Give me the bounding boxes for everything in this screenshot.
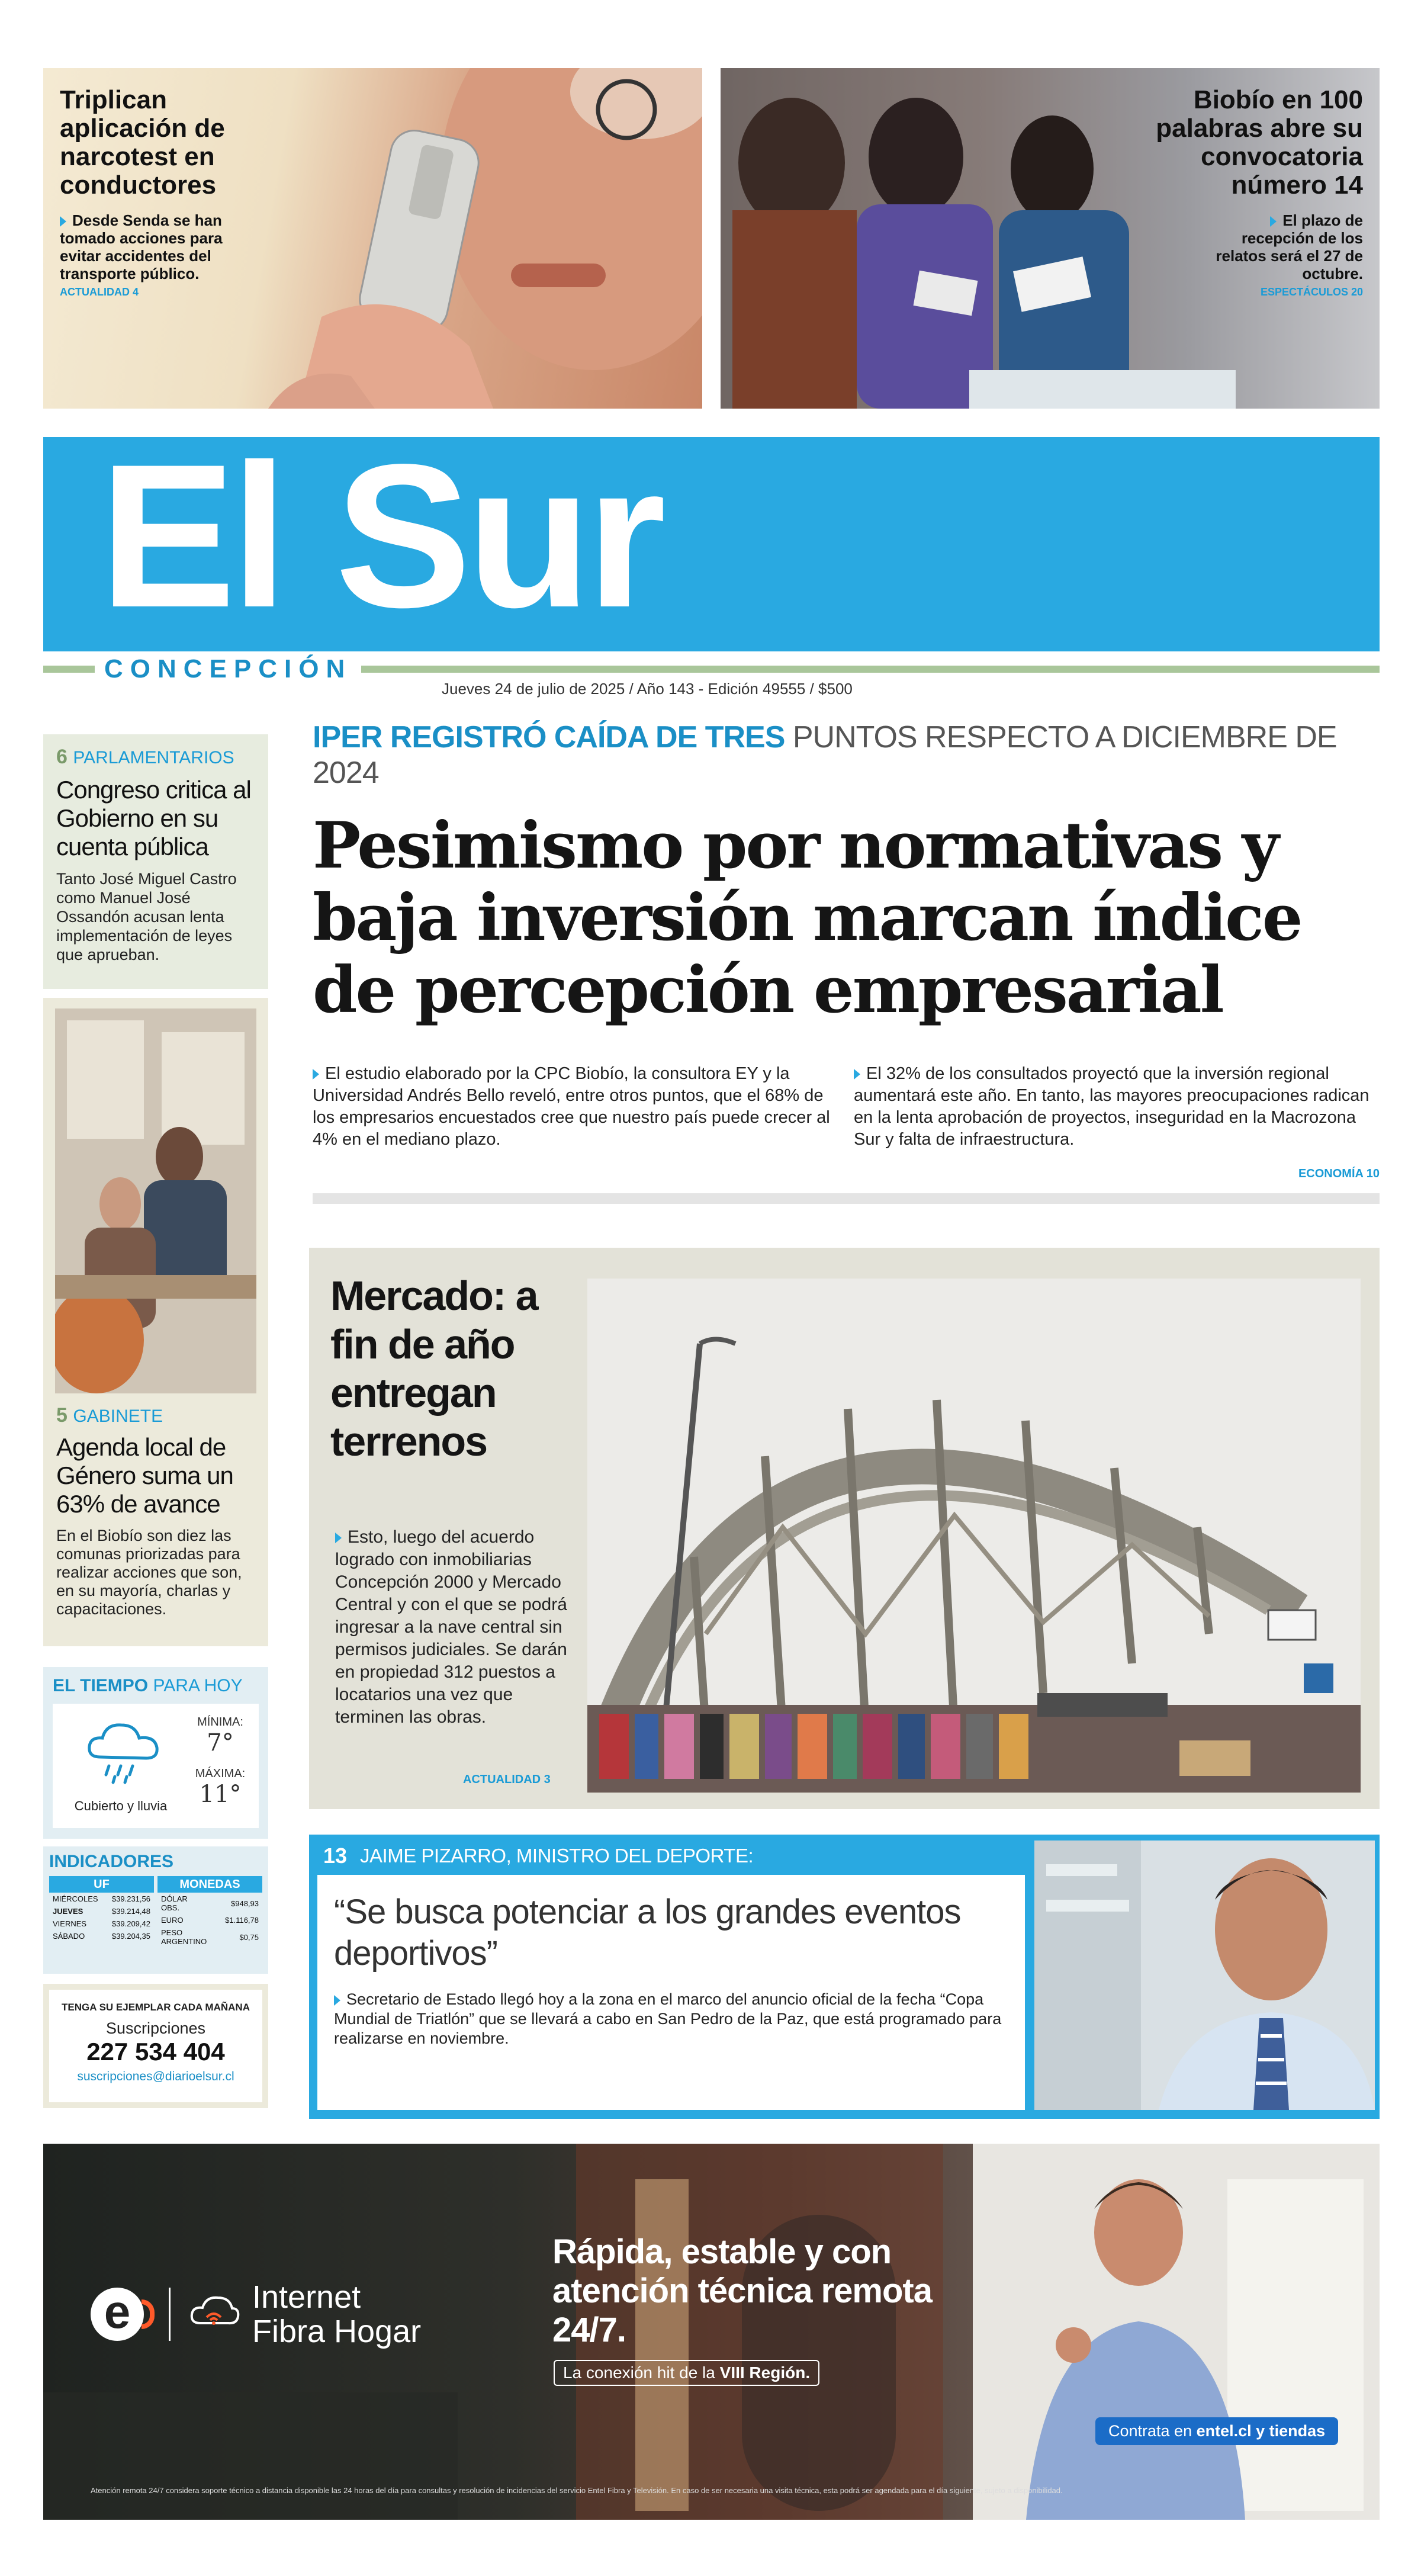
gabinete-headline: Agenda local de Género suma un 63% de avance	[56, 1433, 233, 1518]
top-right-headline: Biobío en 100 palabras abre su convocatoria número 14	[1156, 85, 1363, 200]
ad-product-line1: Internet	[252, 2279, 361, 2315]
top-right-summary: El plazo de recepción de los relatos será el 27 de octubre.	[1216, 211, 1363, 282]
subscription-box[interactable]	[43, 1984, 268, 2108]
minister-portrait	[1034, 1841, 1375, 2110]
gabinete-section: GABINETE	[73, 1406, 163, 1426]
currency-row: PESO ARGENTINO $0,75	[161, 1928, 259, 1946]
ad-product-line2: Fibra Hogar	[252, 2314, 422, 2349]
top-left-section[interactable]: ACTUALIDAD 4	[60, 286, 139, 298]
cloud-rain-icon	[82, 1716, 171, 1787]
gabinete-photo	[55, 1008, 256, 1393]
weather-condition: Cubierto y lluvia	[74, 1798, 168, 1813]
uf-row: JUEVES $39.214,48	[53, 1907, 150, 1916]
interview-quote: “Se busca potenciar a los grandes eventos deportivos”	[334, 1893, 961, 1973]
weather-min-label: MÍNIMA:	[197, 1716, 243, 1729]
weather-min-value: 7°	[207, 1729, 234, 1756]
bullet-arrow-icon	[854, 1069, 860, 1080]
gabinete-summary: En el Biobío son diez las comunas priorizadas para realizar acciones que son, en su mayoría, charlas y capacitaciones.	[56, 1527, 242, 1618]
ad-divider	[169, 2288, 171, 2341]
parlamentarios-headline: Congreso critica al Gobierno en su cuenta pública	[56, 776, 251, 860]
parlamentarios-page: 6	[56, 746, 67, 768]
main-headline: Pesimismo por normativas y baja inversión marcan índice de percepción empresarial	[313, 808, 1301, 1027]
parlamentarios-summary: Tanto José Miguel Castro como Manuel José Ossandón acusan lenta implementación de leyes que aprueban.	[56, 870, 237, 963]
main-section[interactable]: ECONOMÍA 10	[1298, 1167, 1380, 1180]
interview-page: 13	[323, 1843, 348, 1868]
indicators-box	[43, 1846, 268, 1974]
interview-story[interactable]	[309, 1835, 1380, 2119]
subscription-line1: TENGA SU EJEMPLAR CADA MAÑANA	[62, 2002, 250, 2013]
router-cloud-icon	[187, 2291, 240, 2338]
entel-logo-icon: e	[91, 2288, 144, 2341]
ad-headline: Rápida, estable y con atención técnica remota 24/7.	[552, 2233, 932, 2349]
main-story-rule	[313, 1193, 1380, 1204]
subscription-phone[interactable]: 227 534 404	[86, 2038, 225, 2066]
weather-box	[43, 1667, 268, 1839]
bullet-arrow-icon	[1270, 216, 1277, 227]
subscription-line2: Suscripciones	[105, 2019, 206, 2037]
dateline: Jueves 24 de julio de 2025 / Año 143 - Edición 49555 / $500	[442, 680, 853, 698]
indicators-title: INDICADORES	[49, 1852, 174, 1871]
bullet-arrow-icon	[60, 216, 66, 227]
currency-row: DÓLAR OBS. $948,93	[161, 1894, 259, 1912]
uf-header: UF	[49, 1876, 154, 1893]
weather-max-label: MÁXIMA:	[195, 1767, 246, 1780]
weather-max-value: 11°	[199, 1781, 242, 1808]
ad-tagline: La conexión hit de la VIII Región.	[554, 2360, 819, 2386]
currency-row: EURO $1.116,78	[161, 1916, 259, 1925]
entel-ad[interactable]	[43, 2144, 1380, 2520]
main-kicker: IPER REGISTRÓ CAÍDA DE TRES PUNTOS RESPECTO A DICIEMBRE DE 2024	[313, 720, 1337, 790]
interview-kicker: JAIME PIZARRO, MINISTRO DEL DEPORTE:	[360, 1845, 754, 1867]
masthead-banner	[43, 422, 1380, 651]
masthead-city: CONCEPCIÓN	[95, 653, 361, 686]
ad-fine-print: Atención remota 24/7 considera soporte técnico a distancia disponible las 24 horas del día para consultas y resolución de incidencias del servicio Entel Fibra y Televisión. En caso de ser necesaria una visita técnica, esta podrá ser agendada para el día siguiente, sujeto a disponibilidad.	[91, 2486, 1063, 2495]
interview-photo	[1034, 1841, 1375, 2110]
top-right-teaser[interactable]	[721, 68, 1380, 409]
mercado-headline: Mercado: a fin de año entregan terrenos	[330, 1273, 538, 1464]
parlamentarios-section: PARLAMENTARIOS	[73, 748, 234, 767]
top-left-headline: Triplican aplicación de narcotest en conductores	[60, 85, 225, 200]
mercado-section[interactable]: ACTUALIDAD 3	[463, 1773, 551, 1786]
top-left-teaser[interactable]	[43, 68, 702, 409]
currency-header: MONEDAS	[157, 1876, 262, 1893]
main-col1: El estudio elaborado por la CPC Biobío, la consultora EY y la Universidad Andrés Bello reveló, entre otros puntos, que el 68% de los empresarios encuestados cree que nuestro país puede crecer al 4% en el mediano plazo.	[313, 1064, 830, 1149]
gabinete-page: 5	[56, 1404, 67, 1427]
mercado-photo	[587, 1279, 1361, 1793]
bullet-arrow-icon	[313, 1069, 319, 1080]
top-left-summary: Desde Senda se han tomado acciones para evitar accidentes del transporte público.	[60, 211, 223, 282]
uf-row: SÁBADO $39.204,35	[53, 1932, 150, 1941]
subscription-email[interactable]: suscripciones@diarioelsur.cl	[77, 2070, 234, 2083]
interview-summary: Secretario de Estado llegó hoy a la zona en el marco del anuncio oficial de la fecha “Copa Mundial de Triatlón” que se llevará a cabo en San Pedro de la Paz, que está programado para realizarse en noviembre.	[334, 1990, 1002, 2047]
sidebar-parlamentarios[interactable]	[43, 734, 268, 989]
main-story[interactable]	[313, 720, 1380, 1214]
meeting-photo	[55, 1008, 256, 1393]
mercado-story[interactable]	[309, 1248, 1380, 1809]
market-arch-photo	[587, 1279, 1361, 1793]
bullet-arrow-icon	[334, 1995, 340, 2006]
weather-subtitle: PARA HOY	[153, 1676, 243, 1695]
bullet-arrow-icon	[335, 1533, 342, 1543]
main-col2: El 32% de los consultados proyectó que la inversión regional aumentará este año. En tanto, las mayores preocupaciones radican en la lenta aprobación de proyectos, inseguridad en la Macrozona Sur y falta de infraestructura.	[854, 1064, 1369, 1149]
ad-cta-button[interactable]: Contrata en entel.cl y tiendas	[1095, 2417, 1338, 2445]
currency-table	[157, 1893, 262, 1948]
uf-table	[49, 1893, 154, 1942]
uf-row: VIERNES $39.209,42	[53, 1919, 150, 1928]
mercado-body: Esto, luego del acuerdo logrado con inmobiliarias Concepción 2000 y Mercado Central y con el que se podrá ingresar a la nave central sin permisos judiciales. Se darán en propiedad 312 puestos a locatarios una vez que terminen las obras.	[335, 1527, 567, 1727]
weather-title: EL TIEMPO	[53, 1676, 149, 1695]
interview-kicker-bar	[317, 1841, 1025, 1871]
top-right-section[interactable]: ESPECTÁCULOS 20	[1260, 286, 1363, 298]
masthead-title[interactable]: El Sur	[99, 422, 661, 650]
uf-row: MIÉRCOLES $39.231,56	[53, 1894, 150, 1903]
sidebar-gabinete[interactable]	[43, 998, 268, 1646]
